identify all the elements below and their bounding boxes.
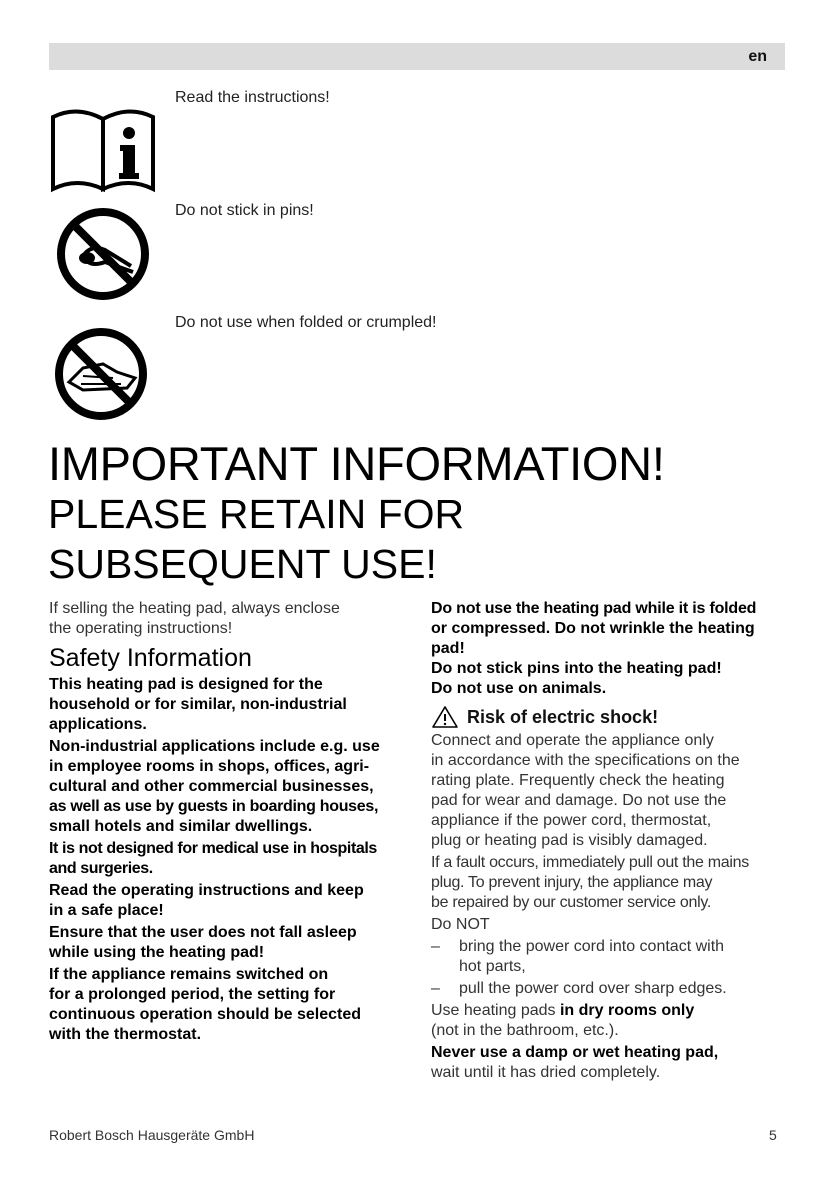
no-folding-icon bbox=[53, 326, 153, 427]
safety-p4: Read the operating instructions and keep in a safe place! bbox=[49, 882, 364, 919]
no-pins-icon bbox=[53, 206, 153, 307]
warning-heading bbox=[431, 705, 791, 729]
headline-important: IMPORTANT INFORMATION! bbox=[48, 437, 665, 490]
symbol-label-instructions: Read the instructions! bbox=[175, 89, 330, 106]
headline-subsequent: SUBSEQUENT USE! bbox=[48, 541, 437, 587]
never-damp-text: Never use a damp or wet heating pad, wait until it has dried completely. bbox=[431, 1044, 719, 1081]
right-p2: Do not stick pins into the heating pad! bbox=[431, 660, 722, 677]
headline-retain: PLEASE RETAIN FOR bbox=[48, 491, 465, 537]
symbol-label-folded: Do not use when folded or crumpled! bbox=[175, 314, 437, 331]
symbol-label-pins: Do not stick in pins! bbox=[175, 202, 314, 219]
right-p3: Do not use on animals. bbox=[431, 680, 607, 697]
safety-p1: This heating pad is designed for the household or for similar, non-industrial applications. bbox=[49, 676, 347, 733]
right-p5: If a fault occurs, immediately pull out the mains plug. To prevent injury, the appliance may be repaired by our customer service only. bbox=[431, 854, 749, 911]
dry-rooms-text: Use heating pads in dry rooms only (not in the bathroom, etc.). bbox=[431, 1002, 695, 1039]
warning-title: Risk of electric shock! bbox=[467, 707, 659, 727]
safety-p3: It is not designed for medical use in hospitals and surgeries. bbox=[49, 840, 377, 877]
list-item: – pull the power cord over sharp edges. bbox=[431, 980, 727, 997]
right-p4: Connect and operate the appliance only in accordance with the specifications on the rating plate. Frequently check the heating pad for wear and damage. Do not use the appliance if the power cord, thermostat, plug or heating pad is visibly damaged. bbox=[431, 732, 740, 849]
list-item: – bring the power cord into contact with hot parts, bbox=[431, 938, 725, 975]
instructions-book-icon bbox=[49, 103, 159, 198]
do-not-label: Do NOT bbox=[431, 916, 490, 933]
right-column bbox=[431, 599, 791, 1083]
safety-p5: Ensure that the user does not fall asleep while using the heating pad! bbox=[49, 924, 357, 961]
section-title-safety: Safety Information bbox=[49, 644, 252, 672]
language-bar bbox=[49, 43, 785, 70]
left-column bbox=[49, 599, 409, 1045]
language-code: en bbox=[748, 48, 767, 65]
footer-company: Robert Bosch Hausgeräte GmbH bbox=[49, 1127, 255, 1143]
page-number: 5 bbox=[769, 1127, 777, 1143]
safety-p6: If the appliance remains switched on for a prolonged period, the setting for continuous operation should be selected with the thermostat. bbox=[49, 966, 362, 1043]
intro-text: If selling the heating pad, always enclose the operating instructions! bbox=[49, 600, 340, 637]
warning-triangle-icon bbox=[431, 705, 459, 729]
right-p1: Do not use the heating pad while it is folded or compressed. Do not wrinkle the heating pad! bbox=[431, 600, 757, 657]
safety-p2: Non-industrial applications include e.g. use in employee rooms in shops, offices, agri- cultural and other commercial businesses, as well as use by guests in boarding houses, small hotels and similar dwellings. bbox=[49, 738, 380, 835]
